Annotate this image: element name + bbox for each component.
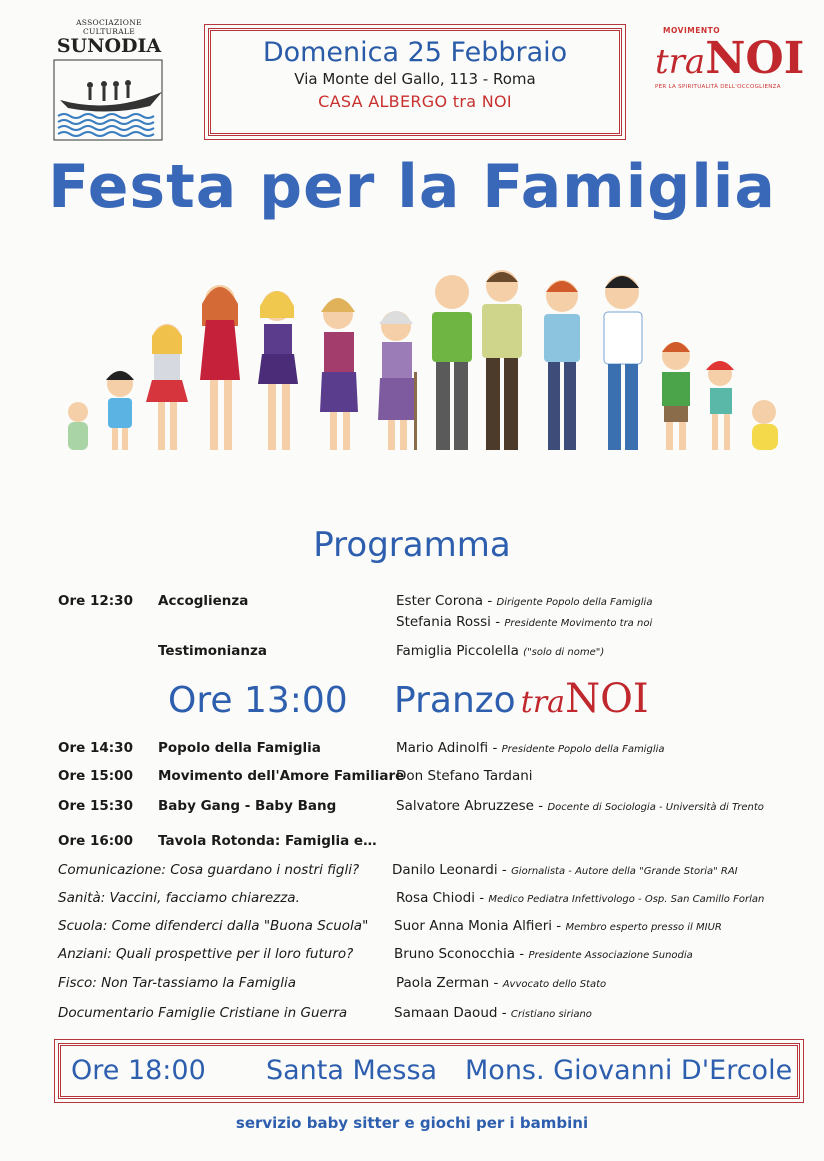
round-table-topic: Documentario Famiglie Cristiane in Guerra <box>58 1005 348 1021</box>
speaker-name: Ester Corona <box>396 593 484 609</box>
round-table-topic: Comunicazione: Cosa guardano i nostri figli? <box>58 862 360 878</box>
mass-label: Santa Messa <box>266 1055 438 1086</box>
schedule-time: Ore 12:30 <box>58 593 133 609</box>
mass-box <box>58 1043 800 1099</box>
round-table-speaker: Paola Zerman - Avvocato dello Stato <box>396 975 607 991</box>
schedule-event-label: Accoglienza <box>158 593 249 609</box>
page-title: Festa per la Famiglia <box>48 152 776 222</box>
lunch-time: Ore 13:00 <box>168 680 348 721</box>
speaker-name: Paola Zerman <box>396 975 490 991</box>
tranoi-logo <box>655 26 805 116</box>
event-date: Domenica 25 Febbraio <box>262 37 568 68</box>
speaker-role: Avvocato dello Stato <box>502 979 607 990</box>
speaker-name: Samaan Daoud <box>394 1005 498 1021</box>
boat-icon <box>50 56 168 144</box>
round-table-topic: Fisco: Non Tar-tassiamo la Famiglia <box>58 975 297 991</box>
schedule-speaker: Mario Adinolfi - Presidente Popolo della Famiglia <box>396 740 665 756</box>
round-table-speaker: Samaan Daoud - Cristiano siriano <box>394 1005 592 1021</box>
schedule-time <box>58 740 133 756</box>
speaker-role: Presidente Associazione Sunodia <box>528 950 693 961</box>
footer-note: servizio baby sitter e giochi per i bambini <box>235 1114 589 1132</box>
time-label: Ore 14:30 <box>58 740 133 756</box>
schedule-speaker: Salvatore Abruzzese - Docente di Sociologia - Università di Trento <box>396 798 764 814</box>
schedule-event <box>158 740 321 756</box>
schedule-event-label: Tavola Rotonda: Famiglia e… <box>158 833 377 849</box>
round-table-topic: Scuola: Come difenderci dalla "Buona Scuola" <box>58 918 369 934</box>
speaker-name: Famiglia Piccolella <box>396 643 519 659</box>
speaker-name: Suor Anna Monia Alfieri <box>394 918 553 934</box>
speaker-role: Dirigente Popolo della Famiglia <box>496 597 653 608</box>
schedule-speaker <box>396 643 604 659</box>
speaker-name: Rosa Chiodi <box>396 890 475 906</box>
round-table-speaker: Bruno Sconocchia - Presidente Associazione Sunodia <box>394 946 693 962</box>
speaker-name: Stefania Rossi <box>396 614 491 630</box>
schedule-row <box>58 593 133 609</box>
speaker-role: Giornalista - Autore della "Grande Storia" RAI <box>511 866 738 877</box>
lunch-noi: NOI <box>565 676 649 722</box>
speaker-role: Presidente Movimento tra noi <box>504 618 653 629</box>
schedule-event <box>158 643 267 659</box>
schedule-speaker <box>396 768 533 784</box>
mass-time: Ore 18:00 <box>71 1055 206 1086</box>
speaker-name: Mario Adinolfi <box>396 740 489 756</box>
schedule-event <box>158 833 377 849</box>
round-table-speaker: Suor Anna Monia Alfieri - Membro esperto presso il MIUR <box>394 918 722 934</box>
family-figures-icon <box>68 270 778 450</box>
lunch-tra: tra <box>520 685 566 720</box>
schedule-event <box>158 593 248 609</box>
schedule-event <box>158 768 404 784</box>
sunodia-name: SUNODIA <box>56 35 162 57</box>
speaker-name: Don Stefano Tardani <box>396 768 533 784</box>
schedule-event-label: Popolo della Famiglia <box>158 740 321 756</box>
event-address: Via Monte del Gallo, 113 - Roma <box>294 70 536 88</box>
tranoi-small-text: MOVIMENTO <box>663 26 721 35</box>
time-label: Ore 16:00 <box>58 833 133 849</box>
speaker-name: Danilo Leonardi <box>392 862 498 878</box>
schedule-event-label: Testimonianza <box>158 643 267 659</box>
schedule-event <box>158 798 336 814</box>
schedule-speaker: Ester Corona - Dirigente Popolo della Famiglia <box>396 593 653 609</box>
speaker-name: Salvatore Abruzzese <box>396 798 534 814</box>
speaker-name: Bruno Sconocchia <box>394 946 515 962</box>
round-table-topic: Anziani: Quali prospettive per il loro futuro? <box>58 946 354 962</box>
sunodia-logo <box>50 18 168 136</box>
tranoi-tra: tra <box>655 42 706 82</box>
lunch-label: Pranzo <box>394 680 516 721</box>
event-header-box <box>208 28 622 136</box>
event-venue: CASA ALBERGO tra NOI <box>318 92 512 111</box>
time-label: Ore 15:30 <box>58 798 133 814</box>
mass-celebrant: Mons. Giovanni D'Ercole <box>465 1055 793 1086</box>
speaker-role: ("solo di nome") <box>523 647 605 658</box>
round-table-speaker: Rosa Chiodi - Medico Pediatra Infettivologo - Osp. San Camillo Forlan <box>396 890 765 906</box>
round-table-topic: Sanità: Vaccini, facciamo chiarezza. <box>58 890 300 906</box>
schedule-time <box>58 768 133 784</box>
tranoi-noi: NOI <box>705 33 805 84</box>
lunch-row <box>168 676 728 722</box>
speaker-role: Docente di Sociologia - Università di Trento <box>547 802 764 813</box>
schedule-time <box>58 833 133 849</box>
tranoi-wordmark <box>655 33 805 84</box>
schedule-time <box>58 798 133 814</box>
sunodia-small-text: ASSOCIAZIONE CULTURALE <box>76 18 142 36</box>
speaker-role: Medico Pediatra Infettivologo - Osp. San Camillo Forlan <box>488 894 765 905</box>
tranoi-subtitle: PER LA SPIRITUALITÀ DELL'OCCOGLIENZA <box>655 84 781 90</box>
time-label: Ore 15:00 <box>58 768 133 784</box>
programma-heading: Programma <box>313 525 511 565</box>
speaker-role: Membro esperto presso il MIUR <box>565 922 722 933</box>
family-illustration <box>40 262 800 462</box>
schedule-event-label: Movimento dell'Amore Familiare <box>158 768 405 784</box>
schedule-speaker: Stefania Rossi - Presidente Movimento tra noi <box>396 614 653 630</box>
speaker-role: Cristiano siriano <box>510 1009 592 1020</box>
speaker-role: Presidente Popolo della Famiglia <box>501 744 665 755</box>
round-table-speaker: Danilo Leonardi - Giornalista - Autore della "Grande Storia" RAI <box>392 862 738 878</box>
schedule-event-label: Baby Gang - Baby Bang <box>158 798 337 814</box>
